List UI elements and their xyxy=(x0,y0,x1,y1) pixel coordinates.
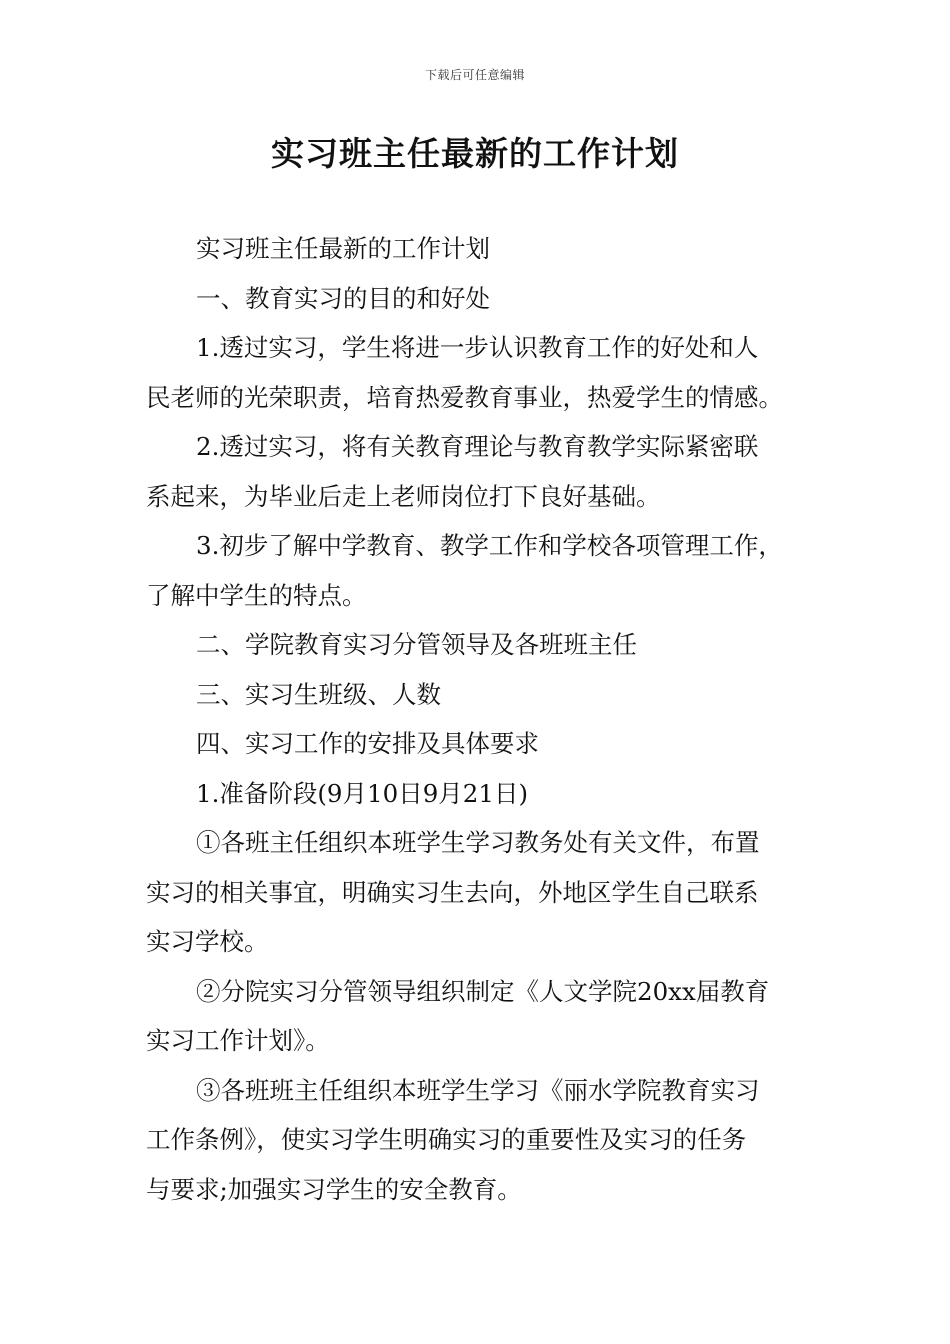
paragraph-step-1 xyxy=(146,818,836,967)
subsection-heading xyxy=(146,769,836,819)
text-line: 1.准备阶段(9月10日9月21日) xyxy=(196,778,529,808)
text-line: 了解中学生的特点。 xyxy=(146,580,367,610)
text-line: 三、实习生班级、人数 xyxy=(196,679,441,709)
paragraph-item-3 xyxy=(146,521,836,620)
paragraph-item-2 xyxy=(146,422,836,521)
document-title: 实习班主任最新的工作计划 xyxy=(271,134,679,173)
header-note: 下载后可任意编辑 xyxy=(424,68,525,82)
text-line: 二、学院教育实习分管领导及各班班主任 xyxy=(196,630,637,659)
text-line: 工作条例》，使实习学生明确实习的重要性及实习的任务 xyxy=(146,1125,747,1154)
text-line: 实习的相关事宜，明确实习生去向，外地区学生自己联系 xyxy=(146,877,759,907)
paragraph-item-1 xyxy=(146,323,836,422)
section-heading-4 xyxy=(146,719,836,769)
text-line: 实习学校。 xyxy=(146,927,269,956)
text-line: 与要求;加强实习学生的安全教育。 xyxy=(146,1174,522,1204)
text-line: 实习班主任最新的工作计划 xyxy=(196,234,490,263)
paragraph-subtitle xyxy=(146,224,836,274)
text-line: 实习工作计划》。 xyxy=(146,1026,330,1055)
text-line: 一、教育实习的目的和好处 xyxy=(196,283,490,313)
text-line: 民老师的光荣职责，培育热爱教育事业，热爱学生的情感。 xyxy=(146,382,783,412)
paragraph-step-3 xyxy=(146,1066,836,1215)
section-heading-2 xyxy=(146,620,836,670)
text-line: 3.初步了解中学教育、教学工作和学校各项管理工作， xyxy=(196,531,783,560)
paragraph-step-2 xyxy=(146,967,836,1066)
text-line: ②分院实习分管领导组织制定《人文学院20xx届教育 xyxy=(196,976,770,1006)
section-heading-1 xyxy=(146,274,836,324)
section-heading-3 xyxy=(146,670,836,720)
text-line: 1.透过实习，学生将进一步认识教育工作的好处和人 xyxy=(196,333,759,362)
text-line: ①各班主任组织本班学生学习教务处有关文件，布置 xyxy=(196,828,760,857)
text-line: 四、实习工作的安排及具体要求 xyxy=(196,729,539,758)
text-line: 2.透过实习，将有关教育理论与教育教学实际紧密联 xyxy=(196,432,759,461)
text-line: ③各班班主任组织本班学生学习《丽水学院教育实习 xyxy=(196,1075,760,1105)
text-line: 系起来，为毕业后走上老师岗位打下良好基础。 xyxy=(146,481,661,511)
document-body xyxy=(146,224,836,1214)
